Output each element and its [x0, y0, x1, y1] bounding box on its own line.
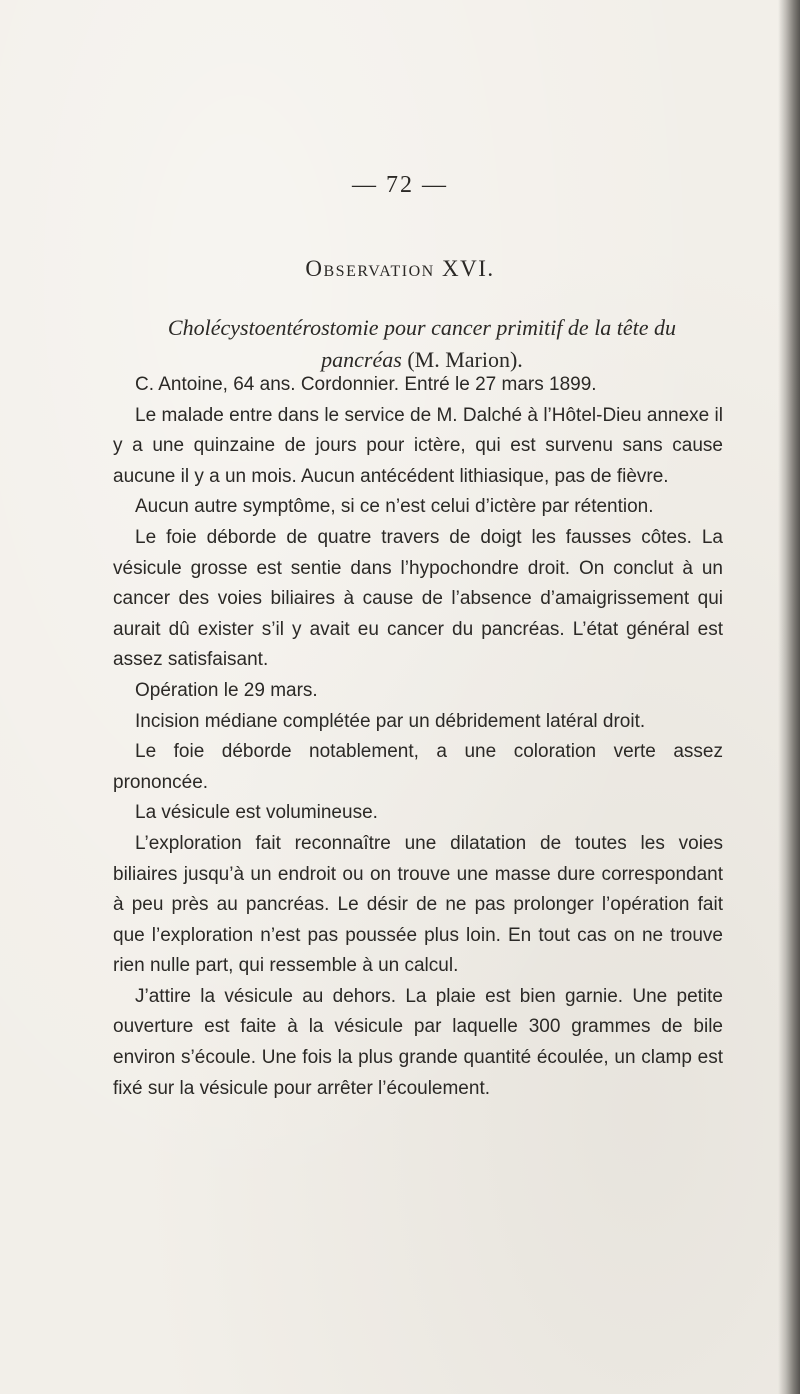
paragraph: Aucun autre symptôme, si ce n’est celui d’ictère par rétention. — [135, 496, 654, 518]
page-number: — 72 — — [352, 172, 448, 198]
observation-subtitle — [112, 312, 732, 376]
paragraph: Le foie déborde notablement, a une coloration verte assez prononcée. — [113, 741, 723, 793]
paragraph: Le foie déborde de quatre travers de doigt les fausses côtes. La vésicule grosse est sentie dans l’hypochondre droit. On conclut à un cancer des voies biliaires à cause de l’absence d’amaigrissement qui aurait dû exister s’il y avait eu cancer du pancréas. L’état général est assez satisfaisant. — [113, 526, 723, 671]
page-edge-shadow — [778, 0, 800, 1394]
paragraph: L’exploration fait reconnaître une dilatation de toutes les voies biliaires jusqu’à un endroit ou on trouve une masse dure correspondant à peu près au pancréas. Le désir de ne pas prolonger l’opération fait que l’exploration n’est pas poussée plus loin. En tout cas on ne trouve rien nulle part, qui ressemble à un calcul. — [113, 832, 723, 977]
observation-title: Observation XVI. — [305, 256, 495, 281]
subtitle-line-1: Cholécystoentérostomie pour cancer primitif de la tête du — [167, 315, 677, 340]
paragraph: Incision médiane complétée par un débridement latéral droit. — [135, 710, 646, 732]
paragraph: J’attire la vésicule au dehors. La plaie est bien garnie. Une petite ouverture est faite à la vésicule par laquelle 300 grammes de bile environ s’écoule. Une fois la plus grande quantité écoulée, un clamp est fixé sur la vésicule pour arrêter l’écoulement. — [113, 985, 723, 1099]
paragraph: C. Antoine, 64 ans. Cordonnier. Entré le 27 mars 1899. — [135, 374, 597, 395]
paragraph: Le malade entre dans le service de M. Dalché à l’Hôtel-Dieu annexe il y a une quinzaine de jours pour ictère, qui est survenu sans cause aucune il y a un mois. Aucun antécédent lithiasique, pas de fièvre. — [113, 404, 723, 487]
subtitle-line-2-rest: (M. Marion). — [401, 347, 523, 372]
subtitle-line-2-italic: pancréas — [321, 347, 402, 372]
paragraph: Opération le 29 mars. — [135, 679, 318, 701]
body-text — [113, 370, 723, 1104]
paragraph: La vésicule est volumineuse. — [135, 802, 378, 824]
